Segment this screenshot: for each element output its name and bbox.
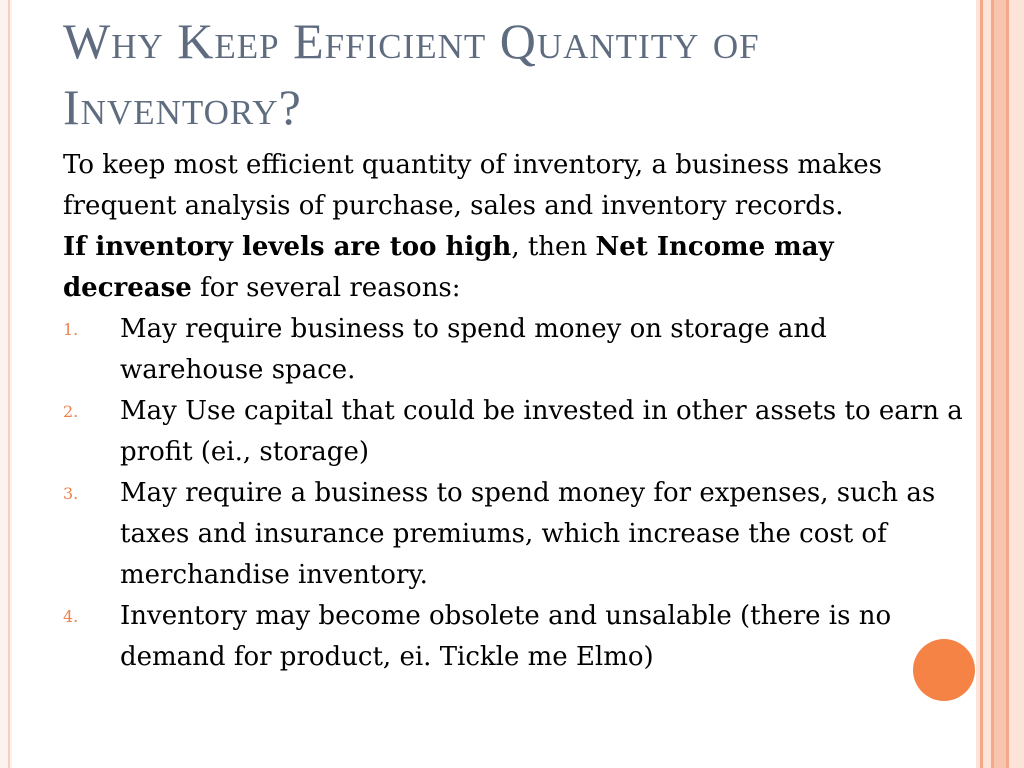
condition-text-2: for several reasons: xyxy=(191,273,461,303)
stripe xyxy=(983,0,991,768)
condition-bold-1: If inventory levels are too high xyxy=(63,232,512,262)
list-item-number: 2. xyxy=(63,402,79,421)
list-item-number: 1. xyxy=(63,320,79,339)
list-item-number: 3. xyxy=(63,484,79,503)
reasons-list xyxy=(63,309,963,678)
list-item-text: May Use capital that could be invested in other assets to earn a profit (ei., storage) xyxy=(120,396,963,467)
slide-title: Why Keep Efficient Quantity of Inventory? xyxy=(63,13,760,135)
stripe xyxy=(1009,0,1024,768)
left-edge-band xyxy=(0,0,12,768)
list-item xyxy=(63,596,963,678)
list-item xyxy=(63,391,963,473)
list-item-text: May require a business to spend money for expenses, such as taxes and insurance premiums, which increase the cost of merchandise inventory. xyxy=(120,478,936,590)
list-item xyxy=(63,473,963,596)
condition-paragraph xyxy=(63,227,963,309)
list-item-text: May require business to spend money on storage and warehouse space. xyxy=(120,314,827,385)
left-edge-line xyxy=(8,0,10,768)
accent-circle xyxy=(913,639,975,701)
slide-body xyxy=(63,145,963,678)
right-stripe-decoration xyxy=(976,0,1024,768)
stripe xyxy=(994,0,1006,768)
list-item xyxy=(63,309,963,391)
condition-text-1: , then xyxy=(511,232,596,262)
intro-paragraph: To keep most efficient quantity of inventory, a business makes frequent analysis of purchase, sales and inventory records. xyxy=(63,150,882,221)
list-item-number: 4. xyxy=(63,607,79,626)
condition-bold-2: Net Income may decrease xyxy=(63,232,834,303)
list-item-text: Inventory may become obsolete and unsalable (there is no demand for product, ei. Tickle me Elmo) xyxy=(120,601,892,672)
